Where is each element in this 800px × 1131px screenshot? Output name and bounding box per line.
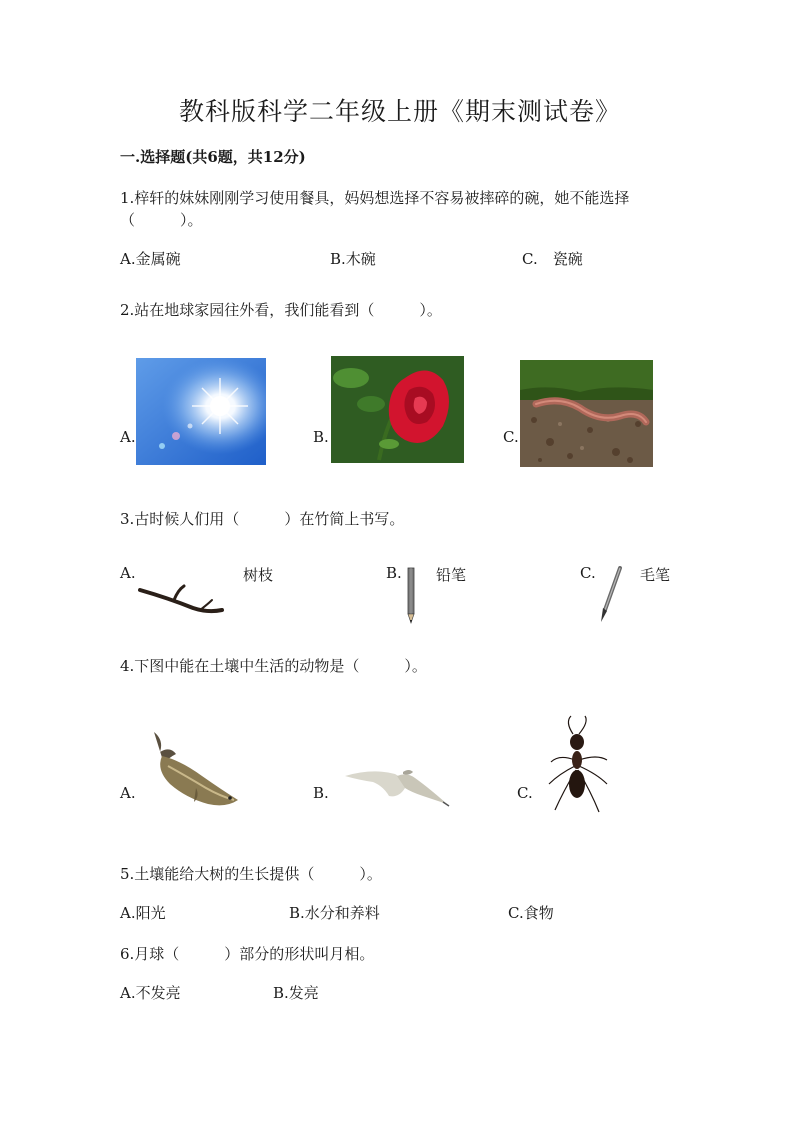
q4-option-a[interactable]: A. xyxy=(120,784,136,802)
q4-option-b[interactable]: B. xyxy=(313,784,329,802)
question-2-text: 2.站在地球家园往外看，我们能看到（ ）。 xyxy=(120,301,442,319)
question-3-text: 3.古时候人们用（ ）在竹简上书写。 xyxy=(120,510,405,528)
q5-option-b[interactable]: B.水分和养料 xyxy=(289,904,380,922)
q3-option-a-word: 树枝 xyxy=(243,566,274,584)
ant-image[interactable] xyxy=(545,714,613,818)
page-title: 教科版科学二年级上册《期末测试卷》 xyxy=(178,97,621,126)
q6-option-b[interactable]: B.发亮 xyxy=(273,984,319,1002)
q1-option-a[interactable]: A.金属碗 xyxy=(120,250,181,268)
q1-option-c[interactable]: C. 瓷碗 xyxy=(522,250,583,268)
q3-option-c[interactable]: C. xyxy=(580,564,596,582)
q2-option-c[interactable]: C. xyxy=(503,428,519,446)
earthworm-image[interactable] xyxy=(520,360,653,467)
q3-option-b[interactable]: B. xyxy=(386,564,402,582)
twig-image[interactable] xyxy=(138,582,224,620)
q4-option-c[interactable]: C. xyxy=(517,784,533,802)
sun-image[interactable] xyxy=(136,358,266,465)
question-5-text: 5.土壤能给大树的生长提供（ ）。 xyxy=(120,865,382,883)
q5-option-c[interactable]: C.食物 xyxy=(508,904,554,922)
q6-option-a[interactable]: A.不发亮 xyxy=(120,984,181,1002)
q2-option-b[interactable]: B. xyxy=(313,428,329,446)
q2-option-a[interactable]: A. xyxy=(120,428,136,446)
pencil-image[interactable] xyxy=(403,566,419,624)
q5-option-a[interactable]: A.阳光 xyxy=(120,904,166,922)
brush-image[interactable] xyxy=(596,566,626,624)
fish-image[interactable] xyxy=(146,730,242,810)
q1-option-b[interactable]: B.木碗 xyxy=(330,250,376,268)
q3-option-b-word: 铅笔 xyxy=(436,566,467,584)
q3-option-c-word: 毛笔 xyxy=(640,566,671,584)
question-6-text: 6.月球（ ）部分的形状叫月相。 xyxy=(120,945,375,963)
seagull-image[interactable] xyxy=(343,760,453,810)
question-1-blank: （ ）。 xyxy=(120,211,203,229)
rose-image[interactable] xyxy=(331,356,464,463)
q3-option-a[interactable]: A. xyxy=(120,564,136,582)
question-1-text: 1.梓轩的妹妹刚刚学习使用餐具，妈妈想选择不容易被摔碎的碗，她不能选择 xyxy=(120,189,630,207)
section-heading: 一.选择题(共6题，共12分) xyxy=(120,148,306,166)
question-4-text: 4.下图中能在土壤中生活的动物是（ ）。 xyxy=(120,657,427,675)
